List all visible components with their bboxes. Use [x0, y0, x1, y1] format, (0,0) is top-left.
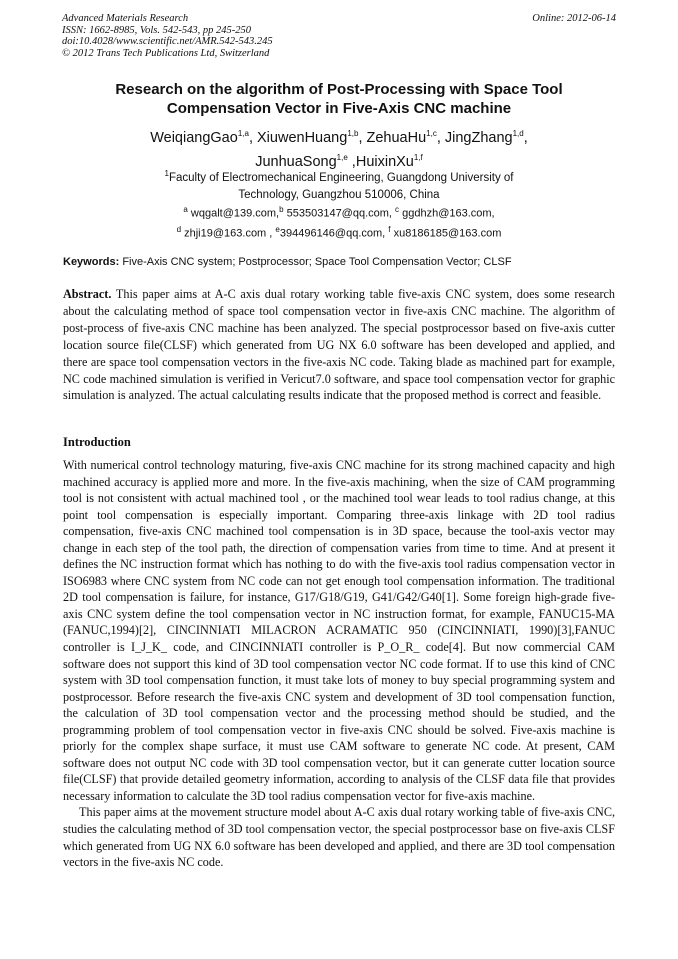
paragraph: This paper aims at the movement structure model about A-C axis dual rotary working table of five-axis CNC, studies the calculating method of 3D tool compensation vector, the special postprocessor base on five-axis CLSF which generated from UG NX 6.0 software has been developed and applied, and there are 3D tool compensation vectors in the five-axis NC code.: [63, 805, 615, 870]
author: JingZhang$^{1,d}$,: [444, 129, 528, 146]
section-heading-introduction: Introduction: [63, 435, 131, 449]
author: XiuwenHuang$^{1,b}$,: [257, 129, 367, 146]
paper-title: Research on the algorithm of Post-Processing with Space Tool Compensation Vector in Five-Axis CNC machine: [115, 81, 563, 117]
email: xu8186185@163.com: [393, 227, 502, 240]
copyright-line: © 2012 Trans Tech Publications Ltd, Switzerland: [62, 47, 270, 59]
keywords: [63, 255, 617, 269]
affiliation: $^1$Faculty of Electromechanical Engineering, Guangdong University of Technology, Guangzhou 510006, China: [164, 169, 514, 201]
email: wqgalt@139.com,: [190, 207, 280, 220]
abstract-label: Abstract.: [63, 287, 112, 301]
author: HuixinXu$^{1,f}$: [355, 152, 423, 170]
author: ZehuaHu$^{1,c}$,: [366, 129, 445, 146]
email: 553503147@qq.com,: [286, 207, 392, 220]
journal-header: [62, 13, 616, 59]
online-date: Online: 2012-06-14: [532, 13, 616, 24]
email: 394496146@qq.com,: [279, 227, 386, 240]
author: JunhuaSong$^{1,e}$ ,: [255, 152, 356, 170]
author: WeiqiangGao$^{1,a}$,: [150, 129, 258, 146]
keywords-text: Five-Axis CNC system; Postprocessor; Space Tool Compensation Vector; CLSF: [122, 256, 512, 268]
email-list: $^a$ wqgalt@139.com,$^b$ 553503147@qq.com, $^c$ ggdhzh@163.com, $^d$ zhji19@163.com , $^e$394496146@qq.com, $^f$ xu8186185@163.com: [176, 205, 502, 240]
journal-name: Advanced Materials Research: [62, 13, 189, 24]
abstract-text: This paper aims at A-C axis dual rotary working table five-axis CNC system, does some research about the calculating method of space tool compensation vector in five-axis CNC machine. The algorithm of post-process of five-axis CNC machine has been analyzed. The special postprocessor based on five-axis cutter location source file(CLSF) which generated from UG NX 6.0 software has been developed and applied, and there are space tool compensation vectors in the five-axis NC code. Taking blade as machined part for example, NC code machined simulation is verified in Vericut7.0 software, and space tool compensation vector for graphic simulation is analyzed. The actual calculating results indicate that the proposed method is correct and feasible.: [63, 287, 616, 403]
issn-line: ISSN: 1662-8985, Vols. 542-543, pp 245-250: [62, 24, 251, 36]
email: zhji19@163.com ,: [184, 227, 273, 240]
keywords-label: Keywords:: [63, 256, 120, 268]
email: ggdhzh@163.com,: [402, 207, 495, 220]
paragraph: With numerical control technology maturing, five-axis CNC machine for its strong machined capacity and high machined accuracy is applied more and more. In the five-axis machining, when the size of CAM programming tool is not consistent with actual machined tool , or the machined tool wear leads to tool radius change, at this point tool compensation is especially important. Comparing three-axis linkage with 2D tool radius compensation, five-axis CNC machined tool compensation is in 3D space, because the tool-axis vector may change in each step of the tool path, the direction of compensation varies from time to time. And at present it defines the NC instruction format which has nothing to do with the five-axis tool radius compensation vector in ISO6983 where CNC system from NC code can not get enough tool compensation information. The traditional 2D tool compensation is failure, for instance, G17/G18/G19, G41/G42/G40[1]. Some foreign high-grade five-axis CNC system define the tool compensation vector in NC instruction format, for example, FANUC15-MA (FANUC,1994)[2], CINCINNIATI MILACRON ACRAMATIC 950 (CINCINNIATI, 1990)[3],FANUC controller is I_J_K_ code, and CINCINNIATI controller is P_O_R_ code[4]. But now commercial CAM software does not support this kind of 3D tool compensation vector NC code format. If to use this kind of CNC system with 3D tool compensation function, it must take lots of money to buy special programming system and postprocessor. Before research the five-axis CNC system and development of 3D tool compensation function, the calculation of 3D tool compensation vector and the processing method should be studied, and the programming problem of tool compensation vector in five-axis CNC should be solved. Five-axis machine is priorly for the complex shape surface, it must use CAM software to generate NC code. At present, CAM software does not output NC code with 3D tool compensation vector, but it can generate cutter location source file(CLSF) that provide detailed geometry information, according to analysis of the CLSF data file that provides necessary information to calculate the 3D tool radius compensation vector for five-axis machine.: [63, 458, 615, 803]
doi-line: doi:10.4028/www.scientific.net/AMR.542-543.245: [62, 36, 273, 47]
abstract: [63, 286, 615, 404]
introduction-body: [63, 457, 615, 871]
